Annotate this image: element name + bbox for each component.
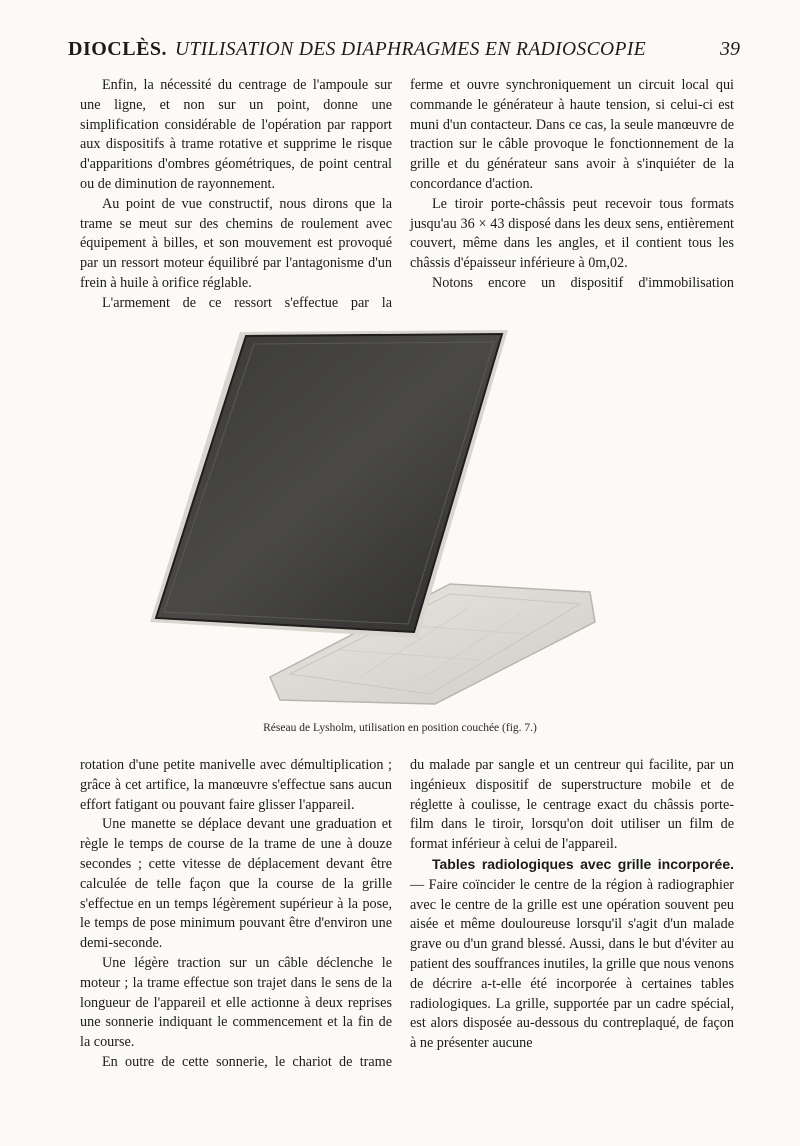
section-text: — Faire coïncider le centre de la région à radiographier avec le centre de la grille est une opération souvent peu aisée et même douloureuse lorsqu'il s'agit d'un malade grave ou d'un grand blessé. Aussi, dans le but d'éviter au patient des souffrances inutiles, la grille que nous venons de décrire a-t-elle été incorporée à certaines tables radiologiques. La grille, supportée par un cadre spécial, est alors disposée au-dessous du contreplaqué, de façon à ne présenter aucune xyxy=(410,876,735,1052)
paragraph: Notons encore un dispositif d'immobilisation xyxy=(432,274,734,291)
running-header xyxy=(68,38,740,74)
column-top-left xyxy=(80,76,392,314)
column-bottom-right xyxy=(410,756,734,1054)
paragraph: En outre de cette sonnerie, le chariot de trame xyxy=(102,1053,392,1070)
paragraph: rotation d'une petite manivelle avec démultiplication ; grâce à cet artifice, la manœuvre s'effectue sans aucun effort fatigant ou pouvant faire glisser l'appareil. xyxy=(80,757,392,813)
grid-photo-illustration xyxy=(150,322,650,717)
paragraph: Le tiroir porte-châssis peut recevoir tous formats jusqu'au 36 × 43 disposé dans les deux sens, entièrement couvert, même dans les angles, et il contient tous les châssis d'épaisseur inférieure à 0m,02. xyxy=(410,195,734,272)
header-author: DIOCLÈS. xyxy=(68,38,168,60)
paragraph: du malade par sangle et un centreur qui facilite, par un ingénieux dispositif de superstructure mobile et de réglette à coulisse, le centrage exact du châssis porte-film dans le tiroir, lorsqu'on doit utiliser un film de format inférieur à celui de l'appareil. xyxy=(410,757,734,853)
figure-photo xyxy=(150,322,650,717)
section-paragraph xyxy=(410,855,734,1054)
column-top-right xyxy=(410,76,734,294)
paragraph: Une manette se déplace devant une graduation et règle le temps de course de la trame de une à douze secondes ; cette vitesse de déplacement devant être calculée de telle façon que la course de la grille s'effectue en un temps légèrement supérieur à la pose, le temps de pose minimum pouvant être d'environ une demi-seconde. xyxy=(80,816,392,952)
header-title: UTILISATION DES DIAPHRAGMES EN RADIOSCOPIE xyxy=(175,39,647,60)
page-number: 39 xyxy=(720,38,740,60)
paragraph: Une légère traction sur un câble déclenche le moteur ; la trame effectue son trajet dans le sens de la longueur de l'appareil et elle actionne à deux reprises une sonnerie indiquant le commencement et la fin de la course. xyxy=(80,954,392,1051)
paragraph: Au point de vue constructif, nous dirons que la trame se meut sur des chemins de roulement avec équipement à billes, et son mouvement est provoqué par un ressort moteur équilibré par l'antagonisme d'un frein à huile à orifice réglable. xyxy=(80,195,392,291)
section-heading: Tables radiologiques avec grille incorporée. xyxy=(432,855,734,872)
column-bottom-left xyxy=(80,756,392,1073)
figure-caption: Réseau de Lysholm, utilisation en position couchée (fig. 7.) xyxy=(263,722,537,734)
paragraph: ferme et ouvre synchroniquement un circuit local qui commande le générateur à haute tension, si celui-ci est muni d'un contacteur. Dans ce cas, la seule manœuvre de traction sur le câble provoque le fonctionnement de la grille et du générateur sans avoir à s'inquiéter de la concordance d'action. xyxy=(410,77,734,192)
paragraph: L'armement de ce ressort s'effectue par la xyxy=(102,294,392,311)
paragraph: Enfin, la nécessité du centrage de l'ampoule sur une ligne, et non sur un point, donne une simplification considérable de l'opération par rapport aux dispositifs à trame rotative et supprime le risque d'apparitions d'ombres géométriques, de point central ou de diminution de rayonnement. xyxy=(80,77,392,192)
